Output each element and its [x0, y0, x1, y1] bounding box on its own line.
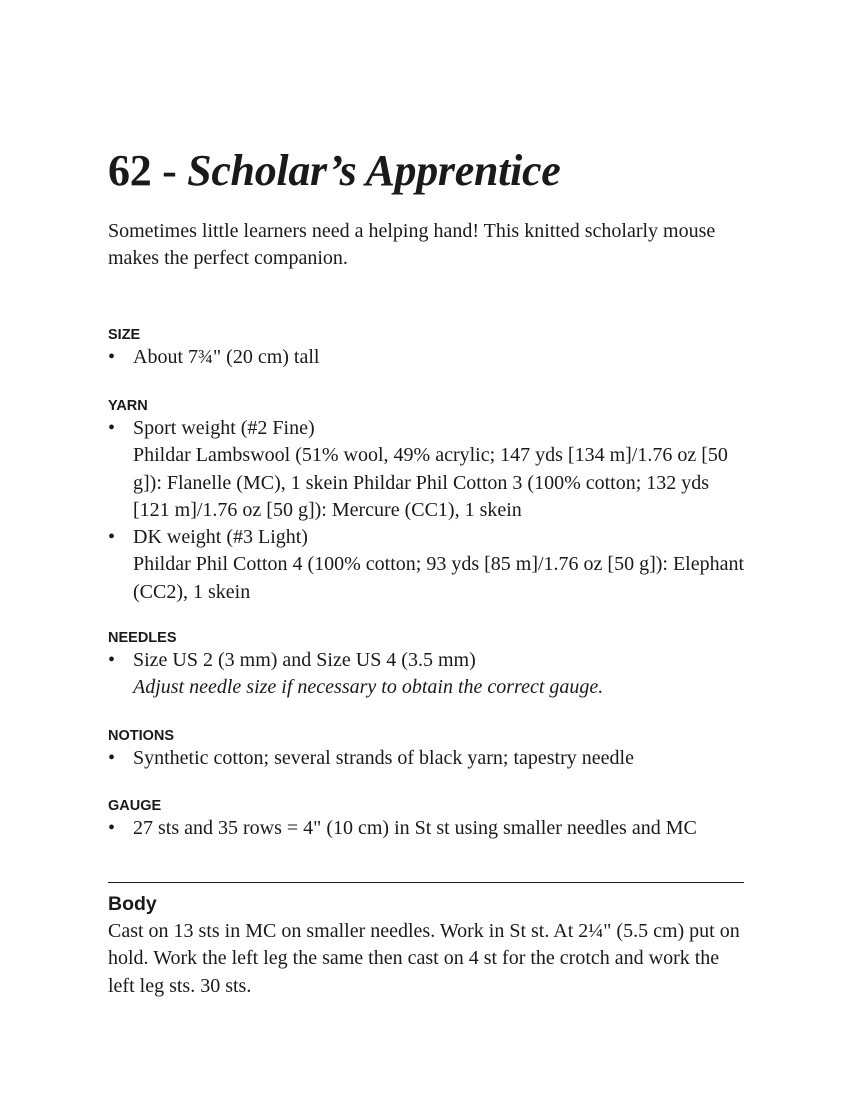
list-item: [108, 415, 748, 524]
bullet-glyph: •: [108, 817, 116, 839]
pattern-title: [108, 145, 560, 197]
notions-label: NOTIONS: [108, 728, 175, 744]
pattern-number: 62 -: [108, 146, 188, 195]
body-paragraph: Cast on 13 sts in MC on smaller needles. Work in St st. At 2¼" (5.5 cm) put on hold. Work the left leg the same then cast on 4 st for the crotch and work the left leg sts. 30 sts.: [108, 920, 740, 997]
gauge-list: [108, 815, 748, 842]
body-heading: Body: [108, 893, 157, 915]
size-text: About 7¾" (20 cm) tall: [133, 346, 320, 368]
list-item: [108, 647, 748, 702]
bullet-glyph: •: [108, 747, 116, 769]
intro-paragraph: Sometimes little learners need a helping hand! This knitted scholarly mouse makes the perfect companion.: [108, 220, 716, 269]
section-divider: [108, 882, 744, 883]
bullet-glyph: •: [108, 417, 116, 439]
yarn-list: [108, 415, 748, 606]
yarn-weight-heading: Sport weight (#2 Fine): [133, 417, 315, 439]
bullet-glyph: •: [108, 649, 116, 671]
list-item: [108, 745, 748, 772]
needles-text: Size US 2 (3 mm) and Size US 4 (3.5 mm): [133, 649, 476, 671]
list-item: [108, 815, 748, 842]
needles-note: Adjust needle size if necessary to obtain the correct gauge.: [133, 676, 604, 699]
pattern-name: Scholar’s Apprentice: [187, 146, 561, 195]
notions-text: Synthetic cotton; several strands of black yarn; tapestry needle: [133, 747, 634, 769]
size-label: SIZE: [108, 327, 141, 343]
yarn-weight-heading: DK weight (#3 Light): [133, 526, 308, 549]
bullet-glyph: •: [108, 526, 116, 549]
needles-list: [108, 647, 748, 702]
yarn-detail: Phildar Lambswool (51% wool, 49% acrylic; 147 yds [134 m]/1.76 oz [50 g]): Flanelle (MC), 1 skein Phildar Phil Cotton 3 (100% cotton; 132 yds [121 m]/1.76 oz [50 g]): Mercure (CC1), 1 skein: [133, 444, 728, 521]
size-list: [108, 344, 748, 371]
needles-label: NEEDLES: [108, 630, 177, 646]
gauge-text: 27 sts and 35 rows = 4" (10 cm) in St st using smaller needles and MC: [133, 817, 697, 839]
bullet-glyph: •: [108, 346, 116, 368]
gauge-label: GAUGE: [108, 798, 162, 814]
yarn-detail: Phildar Phil Cotton 4 (100% cotton; 93 yds [85 m]/1.76 oz [50 g]): Elephant (CC2), 1 skein: [133, 553, 745, 603]
yarn-label: YARN: [108, 398, 148, 414]
list-item: [108, 524, 748, 606]
list-item: [108, 344, 748, 371]
notions-list: [108, 745, 748, 772]
